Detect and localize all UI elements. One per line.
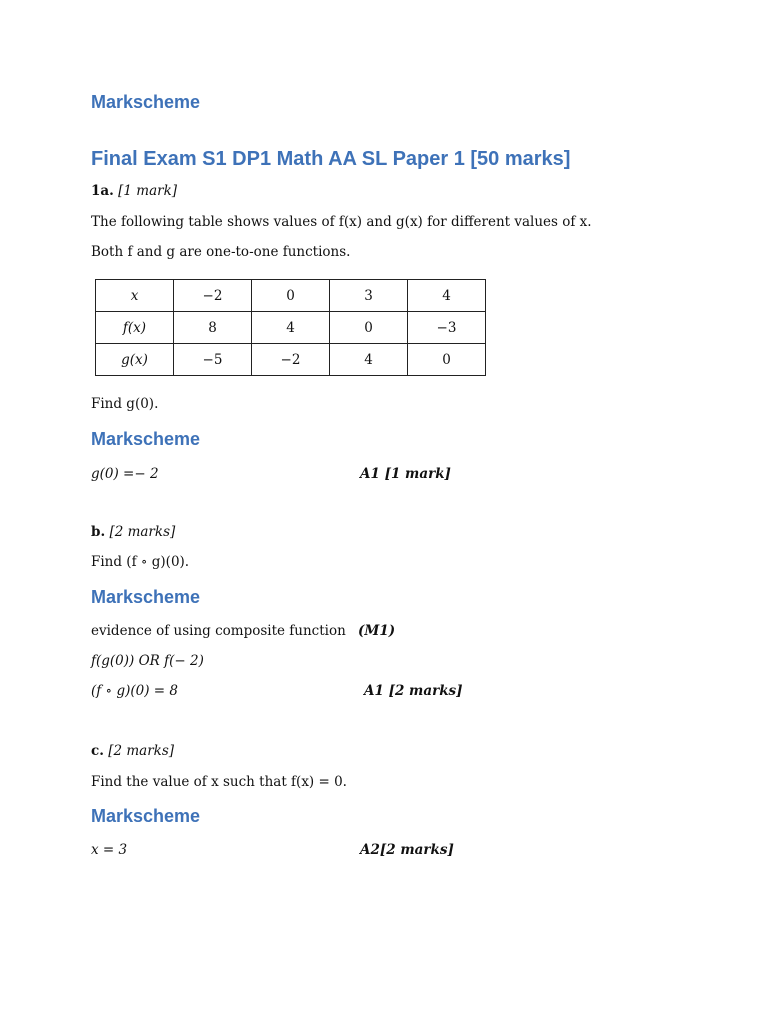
question-1a-answer: g(0) =− 2 [91, 466, 159, 482]
markscheme-heading-top: Markscheme [91, 92, 201, 112]
table-cell: 3 [330, 280, 408, 312]
table-row-header-cell: x [96, 280, 174, 312]
table-row [96, 312, 486, 344]
question-1a-label: 1a. [91, 183, 114, 199]
question-1b-line-3: (f ∘ g)(0) = 8 [91, 683, 178, 699]
question-1b-line-2: f(g(0)) OR f(− 2) [91, 653, 204, 669]
table-cell: 4 [330, 344, 408, 376]
question-1c-answer: x = 3 [91, 842, 128, 858]
question-1a-text-1: The following table shows values of f(x) and g(x) for different values of x. [91, 214, 592, 230]
function-values-table-body [96, 280, 486, 376]
table-cell: 4 [408, 280, 486, 312]
table-cell: −5 [174, 344, 252, 376]
table-cell: −2 [252, 344, 330, 376]
function-values-table [95, 279, 486, 376]
question-1b-header [91, 524, 175, 540]
table-cell: 0 [252, 280, 330, 312]
question-1b-line-1: evidence of using composite function [91, 623, 346, 639]
table-cell: 0 [330, 312, 408, 344]
question-1c-label: c. [91, 743, 104, 759]
page-title: Final Exam S1 DP1 Math AA SL Paper 1 [50 marks] [91, 148, 571, 170]
table-row-header-cell: g(x) [96, 344, 174, 376]
table-cell: 0 [408, 344, 486, 376]
table-cell: 8 [174, 312, 252, 344]
table-row-header-cell: f(x) [96, 312, 174, 344]
question-1b-line-3-award: A1 [2 marks] [364, 683, 463, 699]
question-1c-marks: [2 marks] [108, 743, 175, 759]
question-1a-text-2: Both f and g are one-to-one functions. [91, 244, 351, 260]
question-1a-award: A1 [1 mark] [360, 466, 451, 482]
question-1a-header [91, 183, 177, 199]
question-1c-award: A2[2 marks] [360, 842, 454, 858]
question-1c-prompt: Find the value of x such that f(x) = 0. [91, 774, 347, 790]
question-1b-markscheme-heading: Markscheme [91, 587, 201, 607]
table-row [96, 280, 486, 312]
question-1b-line-1-award: (M1) [358, 623, 396, 639]
table-row [96, 344, 486, 376]
table-cell: −3 [408, 312, 486, 344]
question-1b-prompt: Find (f ∘ g)(0). [91, 554, 190, 570]
question-1b-label: b. [91, 524, 106, 540]
question-1a-markscheme-heading: Markscheme [91, 429, 201, 449]
table-cell: −2 [174, 280, 252, 312]
question-1a-prompt: Find g(0). [91, 396, 159, 412]
question-1c-markscheme-heading: Markscheme [91, 806, 201, 826]
question-1c-header [91, 743, 174, 759]
table-cell: 4 [252, 312, 330, 344]
question-1a-marks: [1 mark] [118, 183, 178, 199]
question-1b-marks: [2 marks] [109, 524, 176, 540]
